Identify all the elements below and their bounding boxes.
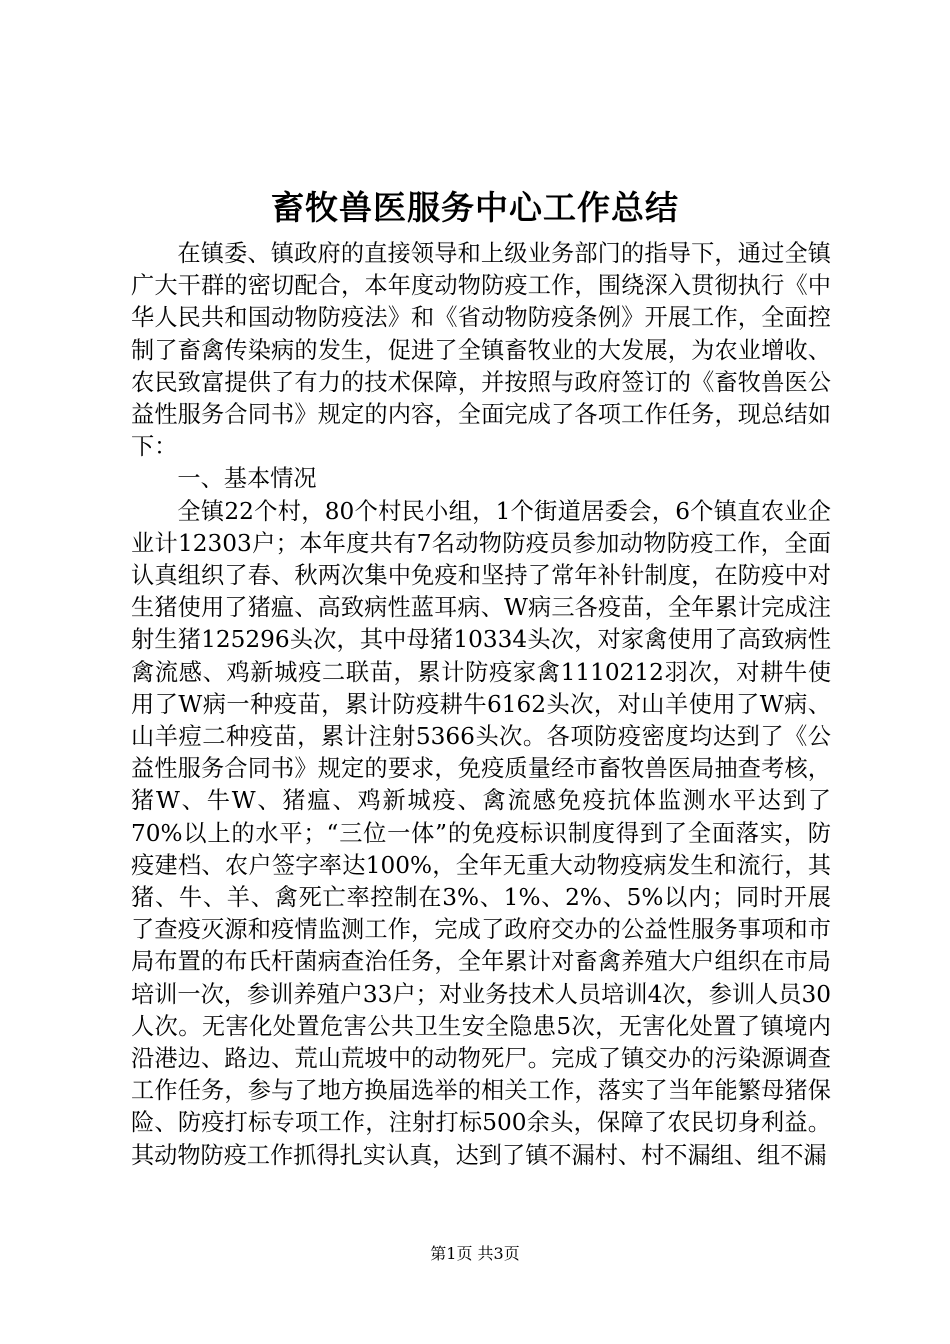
- document-title: 畜牧兽医服务中心工作总结: [271, 188, 679, 227]
- document-body: [131, 238, 831, 1172]
- intro-paragraph: 在镇委、镇政府的直接领导和上级业务部门的指导下，通过全镇广大干群的密切配合，本年度动物防疫工作，围绕深入贯彻执行《中华人民共和国动物防疫法》和《省动物防疫条例》开展工作，全面控制了畜禽传染病的发生，促进了全镇畜牧业的大发展，为农业增收、农民致富提供了有力的技术保障，并按照与政府签订的《畜牧兽医公益性服务合同书》规定的内容，全面完成了各项工作任务，现总结如下：: [131, 240, 831, 461]
- basic-situation-paragraph: 全镇22个村，80个村民小组，1个街道居委会，6个镇直农业企业计12303户；本年度共有7名动物防疫员参加动物防疫工作，全面认真组织了春、秋两次集中免疫和坚持了常年补针制度，在防疫中对生猪使用了猪瘟、高致病性蓝耳病、W病三各疫苗，全年累计完成注射生猪125296头次，其中母猪10334头次，对家禽使用了高致病性禽流感、鸡新城疫二联苗，累计防疫家禽1110212羽次，对耕牛使用了W病一种疫苗，累计防疫耕牛6162头次，对山羊使用了W病、山羊痘二种疫苗，累计注射5366头次。各项防疫密度均达到了《公益性服务合同书》规定的要求，免疫质量经市畜牧兽医局抽查考核，猪W、牛W、猪瘟、鸡新城疫、禽流感免疫抗体监测水平达到了70%以上的水平；“三位一体”的免疫标识制度得到了全面落实，防疫建档、农户签字率达100%，全年无重大动物疫病发生和流行，其猪、牛、羊、禽死亡率控制在3%、1%、2%、5%以内；同时开展了查疫灭源和疫情监测工作，完成了政府交办的公益性服务事项和市局布置的布氏杆菌病查治任务，全年累计对畜禽养殖大户组织在市局培训一次，参训养殖户33户；对业务技术人员培训4次，参训人员30人次。无害化处置危害公共卫生安全隐患5次，无害化处置了镇境内沿港边、路边、荒山荒坡中的动物死尸。完成了镇交办的污染源调查工作任务，参与了地方换届选举的相关工作，落实了当年能繁母猪保险、防疫打标专项工作，注射打标500余头，保障了农民切身利益。其动物防疫工作抓得扎实认真，达到了镇不漏村、村不漏组、组不漏: [131, 497, 831, 1169]
- section-heading-basic-situation: 一、基本情况: [177, 465, 317, 493]
- page-footer: 第1页 共3页: [430, 1244, 520, 1263]
